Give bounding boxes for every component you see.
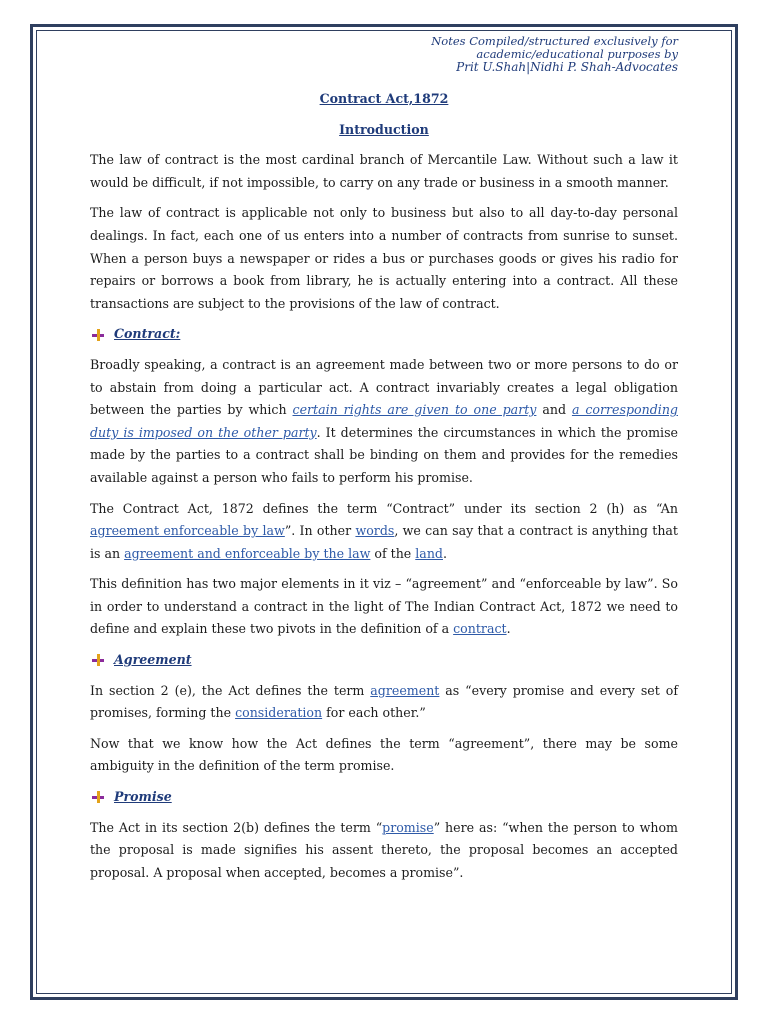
header-note bbox=[431, 35, 678, 74]
contract-heading-label: Contract: bbox=[114, 326, 181, 342]
text-run: and bbox=[536, 402, 572, 418]
duty-link[interactable]: a corresponding duty is imposed on the other party bbox=[90, 402, 678, 440]
contract-paragraph-2 bbox=[90, 498, 678, 566]
land-link[interactable]: land bbox=[415, 545, 443, 561]
text-run: . bbox=[506, 621, 511, 637]
text-run: of the bbox=[370, 545, 416, 561]
text-run: The Contract Act, 1872 defines the term “Contract” under its section 2 (h) as “An bbox=[90, 500, 678, 516]
contract-heading bbox=[90, 323, 678, 346]
text-run: , we can say that a contract is anything that is an bbox=[90, 523, 678, 561]
agreement-paragraph-1 bbox=[90, 680, 678, 725]
intro-paragraph-1: The law of contract is the most cardinal branch of Mercantile Law. Without such a law it would be difficult, if not impossible, to carry on any trade or business in a smooth manner. bbox=[90, 152, 678, 190]
agreement-enforceable-link[interactable]: agreement enforceable by law bbox=[90, 523, 285, 539]
promise-heading bbox=[90, 786, 678, 809]
bullet-icon bbox=[90, 790, 106, 804]
text-run: . It determines the circumstances in which the promise made by the parties to a contract shall be binding on them and provides for the remedies available against a person who fails to perform his promise. bbox=[90, 424, 678, 485]
words-link[interactable]: words bbox=[355, 523, 395, 539]
text-run: Broadly speaking, a contract is an agreement made between two or more persons to do or to abstain from doing a particular act. A contract invariably creates a legal obligation between the parties by which bbox=[90, 356, 678, 418]
promise-paragraph-1 bbox=[90, 817, 678, 885]
text-run: as “every promise and every set of promises, forming the bbox=[90, 682, 678, 721]
text-run: for each other.” bbox=[322, 705, 426, 721]
promise-heading-label: Promise bbox=[114, 789, 172, 805]
document-title: Contract Act,1872 bbox=[319, 91, 449, 106]
header-line-1: Notes Compiled/structured exclusively for bbox=[431, 34, 678, 48]
contract-link[interactable]: contract bbox=[453, 621, 507, 637]
text-run: The Act in its section 2(b) defines the term “ bbox=[90, 819, 383, 835]
rights-link[interactable]: certain rights are given to one party bbox=[292, 402, 537, 418]
agreement-heading bbox=[90, 649, 678, 672]
agreement-law-link[interactable]: agreement and enforceable by the law bbox=[124, 545, 371, 561]
text-run: ”. In other bbox=[284, 523, 356, 539]
agreement-paragraph-2: Now that we know how the Act defines the term “agreement”, there may be some ambiguity in the definition of the term promise. bbox=[90, 735, 678, 774]
bullet-icon bbox=[90, 653, 106, 667]
text-run: In section 2 (e), the Act defines the term bbox=[90, 682, 371, 698]
consideration-link[interactable]: consideration bbox=[235, 705, 323, 721]
introduction-heading: Introduction bbox=[339, 121, 429, 137]
contract-paragraph-1 bbox=[90, 354, 678, 490]
text-run: ” here as: “when the person to whom the proposal is made signifies his assent thereto, the proposal becomes an accepted proposal. A proposal when accepted, becomes a promise”. bbox=[90, 819, 678, 880]
intro-paragraph-2: The law of contract is applicable not only to business but also to all day-to-day personal dealings. In fact, each one of us enters into a number of contracts from sunrise to sunset. When a person buys a newspaper or rides a bus or purchases goods or gives his radio for repairs or borrows a book from library, he is actually entering into a contract. All these transactions are subject to the provisions of the law of contract. bbox=[90, 205, 678, 311]
header-line-2: academic/educational purposes by bbox=[476, 47, 678, 61]
bullet-icon bbox=[90, 328, 106, 342]
contract-paragraph-3 bbox=[90, 573, 678, 641]
document-body bbox=[90, 88, 678, 892]
text-run: This definition has two major elements in it viz – “agreement” and “enforceable by law”. So in order to understand a contract in the light of The Indian Contract Act, 1872 we need to define and explain these two pivots in the definition of a bbox=[90, 576, 678, 637]
agreement-link[interactable]: agreement bbox=[370, 682, 440, 698]
text-run: . bbox=[443, 545, 448, 561]
agreement-heading-label: Agreement bbox=[114, 652, 192, 668]
header-authors: Prit U.Shah|Nidhi P. Shah-Advocates bbox=[456, 60, 678, 74]
promise-link[interactable]: promise bbox=[382, 819, 434, 835]
